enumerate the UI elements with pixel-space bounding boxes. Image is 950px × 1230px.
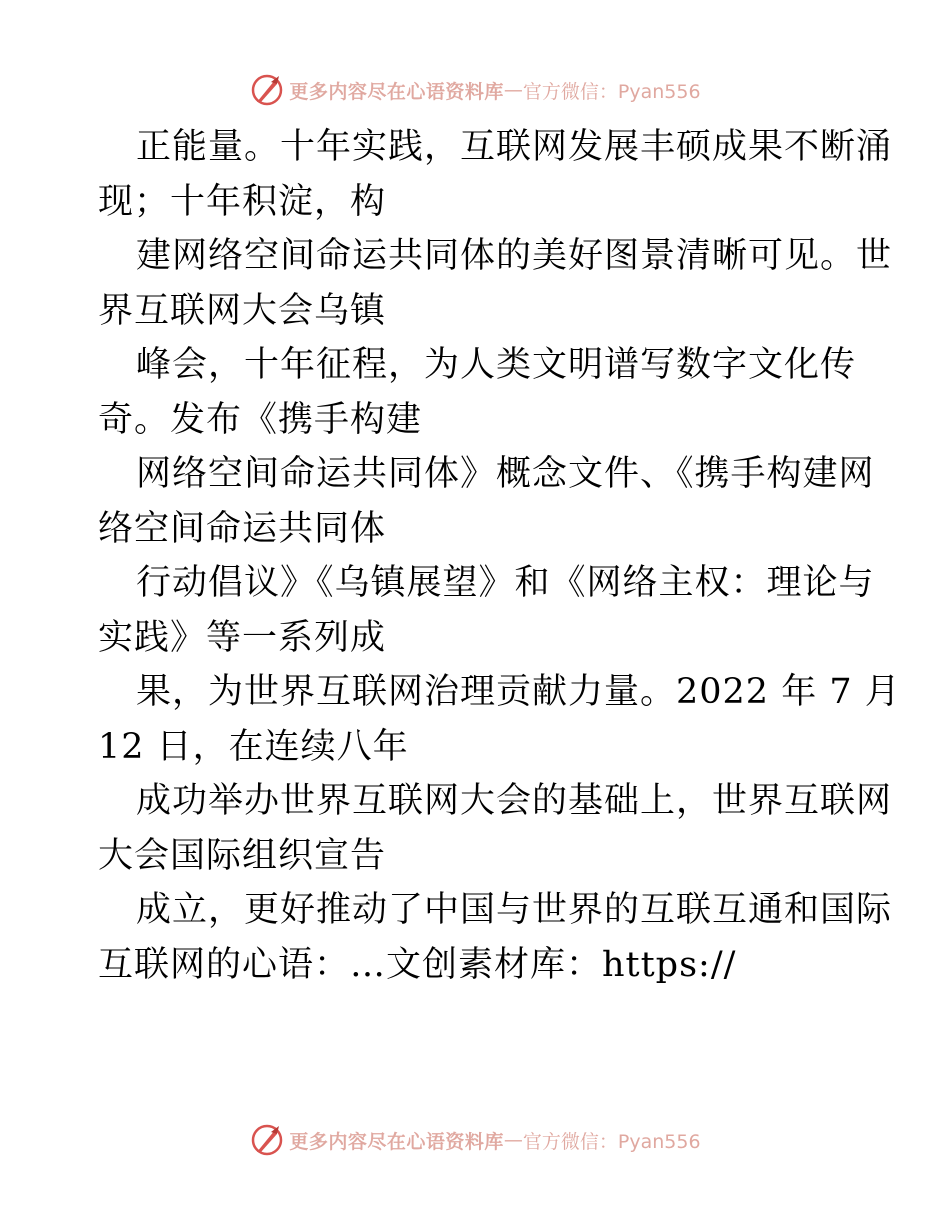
text-line: 网络空间命运共同体》概念文件、《携手构建网 xyxy=(136,454,875,494)
body-text xyxy=(98,120,901,992)
text-line: 络空间命运共同体 xyxy=(98,508,387,549)
watermark-dash: — xyxy=(503,1129,523,1151)
watermark-contact-text: 官方微信：Pyan556 xyxy=(522,1130,701,1153)
watermark-main-text: 更多内容尽在心语资料库 xyxy=(289,80,504,103)
text-line: 实践》等一系列成 xyxy=(98,617,387,658)
text-line: 互联网的心语：…文创素材库：https:// xyxy=(98,944,737,985)
watermark-dash: — xyxy=(503,79,523,101)
text-line: 奇。发布《携手构建 xyxy=(98,399,423,440)
text-line: 果，为世界互联网治理贡献力量。2022 年 7 月 xyxy=(136,672,901,712)
footer-watermark xyxy=(0,1120,950,1160)
text-line: 成功举办世界互联网大会的基础上，世界互联网 xyxy=(136,781,893,821)
text-line: 现；十年积淀，构 xyxy=(98,181,387,222)
quill-logo-icon xyxy=(249,1122,285,1158)
quill-logo-icon xyxy=(249,72,285,108)
text-line: 大会国际组织宣告 xyxy=(98,835,387,876)
text-line: 行动倡议》《乌镇展望》和《网络主权：理论与 xyxy=(136,563,875,603)
watermark-main-text: 更多内容尽在心语资料库 xyxy=(289,1130,504,1153)
text-line: 峰会，十年征程，为人类文明谱写数字文化传 xyxy=(136,345,857,385)
text-line: 建网络空间命运共同体的美好图景清晰可见。世 xyxy=(136,236,893,276)
watermark-contact-text: 官方微信：Pyan556 xyxy=(522,80,701,103)
text-line: 成立，更好推动了中国与世界的互联互通和国际 xyxy=(136,890,893,930)
text-line: 正能量。十年实践，互联网发展丰硕成果不断涌 xyxy=(136,127,893,167)
text-line: 12 日，在连续八年 xyxy=(98,726,409,767)
text-line: 界互联网大会乌镇 xyxy=(98,290,387,331)
header-watermark xyxy=(0,70,950,110)
